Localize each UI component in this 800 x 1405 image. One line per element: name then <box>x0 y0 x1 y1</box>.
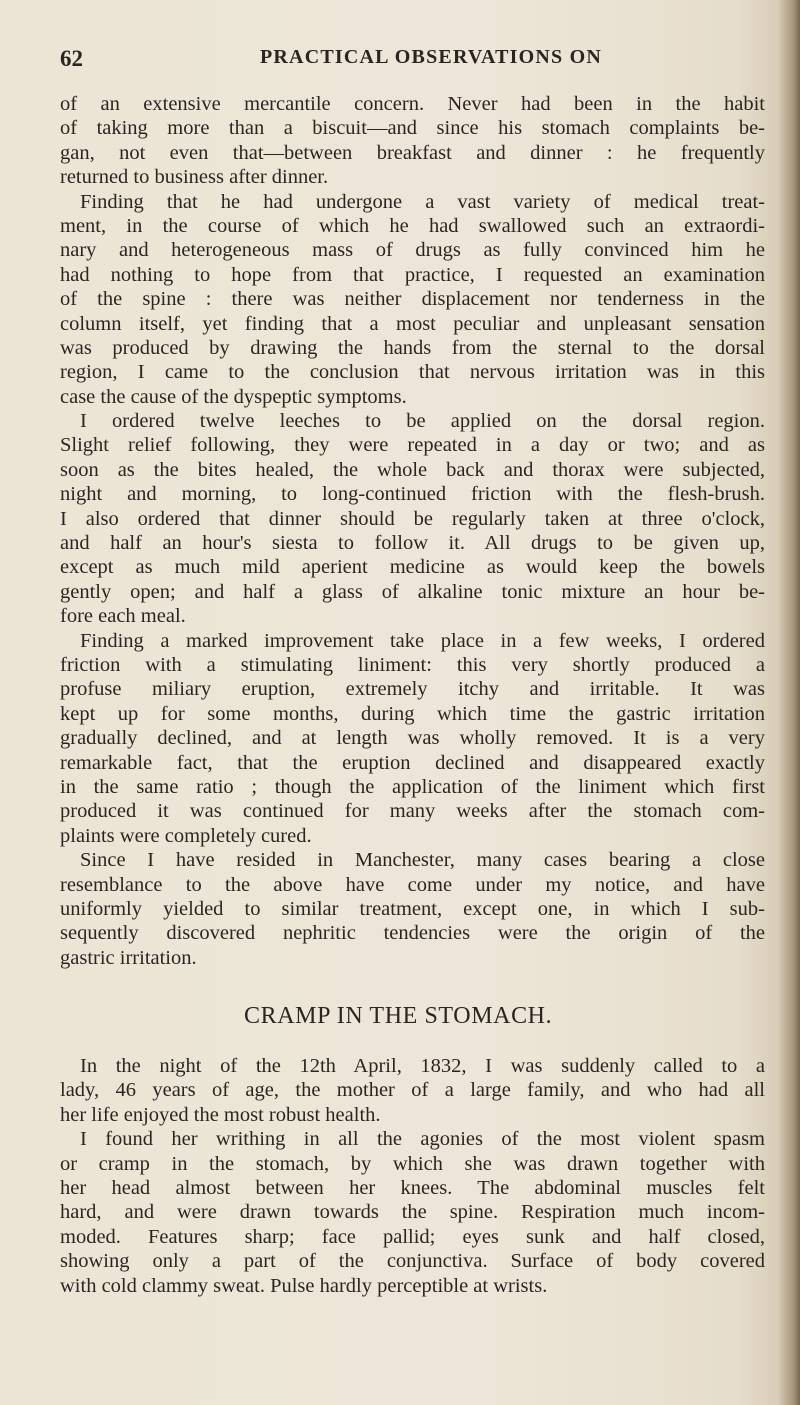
running-head: PRACTICAL OBSERVATIONS ON <box>260 46 602 68</box>
text-line: Since I have resided in Manchester, many cases bearing a close <box>80 849 765 872</box>
body-text <box>60 92 765 1298</box>
text-line: I found her writhing in all the agonies of the most violent spasm <box>80 1128 765 1151</box>
text-line: soon as the bites healed, the whole back and thorax were subjected, <box>60 458 765 481</box>
text-line: with cold clammy sweat. Pulse hardly perceptible at wrists. <box>60 1274 548 1297</box>
text-line: her life enjoyed the most robust health. <box>60 1103 381 1126</box>
text-line: sequently discovered nephritic tendencies were the origin of the <box>60 922 765 945</box>
text-line: night and morning, to long-continued friction with the flesh-brush. <box>60 483 765 506</box>
text-line: and half an hour's siesta to follow it. All drugs to be given up, <box>60 532 765 555</box>
page-edge-shadow <box>778 0 800 1405</box>
text-line: produced it was continued for many weeks after the stomach com- <box>60 800 765 823</box>
page-number: 62 <box>60 46 83 71</box>
text-line: resemblance to the above have come under my notice, and have <box>60 873 765 896</box>
text-line: or cramp in the stomach, by which she was drawn together with <box>60 1152 765 1175</box>
text-line: Slight relief following, they were repeated in a day or two; and as <box>60 434 765 457</box>
text-line: remarkable fact, that the eruption declined and disappeared exactly <box>60 751 765 774</box>
text-line: lady, 46 years of age, the mother of a large family, and who had all <box>60 1079 765 1102</box>
text-line: her head almost between her knees. The abdominal muscles felt <box>60 1177 765 1200</box>
text-line: had nothing to hope from that practice, I requested an examination <box>60 263 765 286</box>
text-line: region, I came to the conclusion that nervous irritation was in this <box>60 361 765 384</box>
text-line: uniformly yielded to similar treatment, except one, in which I sub- <box>60 897 765 920</box>
text-line: in the same ratio ; though the application of the liniment which first <box>60 775 765 798</box>
text-line: friction with a stimulating liniment: this very shortly produced a <box>60 653 765 676</box>
text-line: I ordered twelve leeches to be applied on the dorsal region. <box>80 410 765 433</box>
text-line: except as much mild aperient medicine as would keep the bowels <box>60 556 765 579</box>
text-line: case the cause of the dyspeptic symptoms. <box>60 385 407 408</box>
text-line: I also ordered that dinner should be regularly taken at three o'clock, <box>60 507 765 530</box>
text-line: nary and heterogeneous mass of drugs as fully convinced him he <box>60 239 765 262</box>
text-line: of the spine : there was neither displacement nor tenderness in the <box>60 288 765 311</box>
page-header <box>60 46 760 80</box>
text-line: gently open; and half a glass of alkaline tonic mixture an hour be- <box>60 580 765 603</box>
text-line: In the night of the 12th April, 1832, I was suddenly called to a <box>80 1055 765 1078</box>
text-line: gan, not even that—between breakfast and dinner : he frequently <box>60 141 765 164</box>
text-line: hard, and were drawn towards the spine. Respiration much incom- <box>60 1201 765 1224</box>
text-line: ment, in the course of which he had swallowed such an extraordi- <box>60 214 765 237</box>
text-line: of an extensive mercantile concern. Never had been in the habit <box>60 93 765 115</box>
section-heading: CRAMP IN THE STOMACH. <box>244 1003 553 1030</box>
text-line: gastric irritation. <box>60 946 197 969</box>
text-line: returned to business after dinner. <box>60 166 329 189</box>
text-line: gradually declined, and at length was wholly removed. It is a very <box>60 727 765 750</box>
text-line: was produced by drawing the hands from the sternal to the dorsal <box>60 336 765 359</box>
text-line: plaints were completely cured. <box>60 824 312 847</box>
text-line: fore each meal. <box>60 605 186 628</box>
text-line: column itself, yet finding that a most peculiar and unpleasant sensation <box>60 312 765 335</box>
text-line: profuse miliary eruption, extremely itchy and irritable. It was <box>60 678 765 701</box>
text-line: Finding a marked improvement take place in a few weeks, I ordered <box>80 629 765 652</box>
text-line: showing only a part of the conjunctiva. Surface of body covered <box>60 1250 765 1273</box>
text-line: kept up for some months, during which time the gastric irritation <box>60 702 765 725</box>
text-line: moded. Features sharp; face pallid; eyes sunk and half closed, <box>60 1225 765 1248</box>
text-line: of taking more than a biscuit—and since his stomach complaints be- <box>60 117 765 140</box>
text-line: Finding that he had undergone a vast variety of medical treat- <box>80 190 765 213</box>
